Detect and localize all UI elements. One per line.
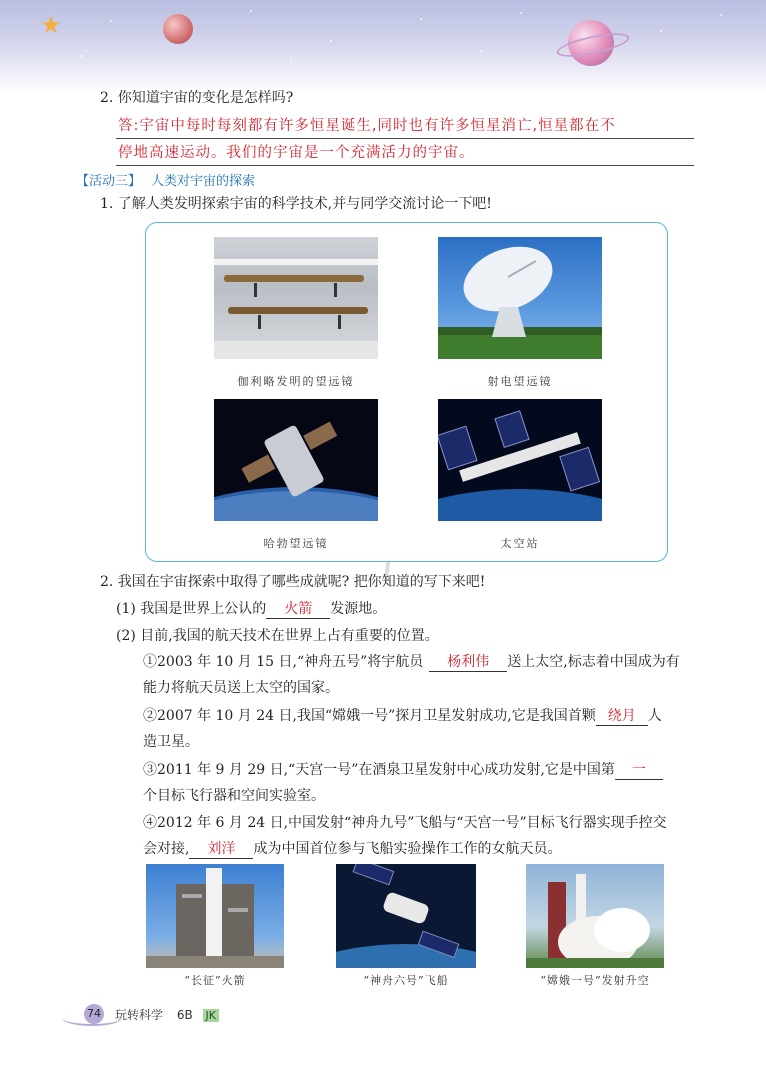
- subitem-1: [116, 599, 386, 619]
- item-2012-pre: 会对接,: [143, 841, 190, 857]
- activity-title: 人类对宇宙的探索: [151, 174, 256, 189]
- item-2003-line2: 能力将航天员送上太空的国家。: [143, 680, 339, 696]
- caption-shenzhou6: “神舟六号”飞船: [363, 974, 449, 987]
- subitem-1-pre: (1) 我国是世界上公认的: [116, 601, 267, 617]
- answer-line-2: 停地高速运动。我们的宇宙是一个充满活力的宇宙。: [118, 145, 475, 161]
- item-2007-post: 人: [647, 708, 662, 724]
- answer-rule-2: [116, 165, 694, 166]
- subitem-1-post: 发源地。: [330, 601, 387, 617]
- edition-badge: JK: [203, 1009, 219, 1022]
- caption-long-march: “长征”火箭: [184, 974, 246, 987]
- change1-launch-photo: [526, 864, 664, 968]
- answer-blank-yang-liwei: 杨利伟: [429, 653, 507, 672]
- caption-space-station: 太空站: [500, 537, 540, 550]
- item-2011-line2: 个目标飞行器和空间实验室。: [143, 788, 325, 804]
- item-2012: ④2012 年 6 月 24 日,中国发射“神舟九号”飞船与“天宫一号”目标飞行器实现手控交: [143, 815, 667, 831]
- item-2003: [143, 652, 680, 672]
- answer-blank-rocket: 火箭: [266, 600, 330, 619]
- long-march-rocket-photo: [146, 864, 284, 968]
- header-banner: [0, 0, 766, 92]
- item-2007-line2: 造卫星。: [143, 734, 199, 750]
- hubble-telescope-photo: [214, 399, 378, 521]
- question-2: 2. 你知道宇宙的变化是怎样吗?: [100, 90, 294, 106]
- caption-hubble: 哈勃望远镜: [263, 537, 329, 550]
- book-grade: 6B: [176, 1008, 193, 1022]
- book-title: 玩转科学: [115, 1008, 164, 1022]
- answer-blank-first: 一: [615, 761, 663, 780]
- footer-book-info: [115, 1006, 219, 1023]
- answer-line-1: 答:宇宙中每时每刻都有许多恒星诞生,同时也有许多恒星消亡,恒星都在不: [118, 118, 616, 134]
- answer-blank-lunar: 绕月: [596, 707, 648, 726]
- item-2007-pre: ②2007 年 10 月 24 日,我国“嫦娥一号”探月卫星发射成功,它是我国首颗: [143, 708, 596, 724]
- activity-heading: [76, 170, 255, 189]
- activity-item-2: 2. 我国在宇宙探索中取得了哪些成就呢? 把你知道的写下来吧!: [100, 574, 486, 590]
- red-planet-icon: [163, 14, 193, 44]
- telescope-photo-panel: [145, 222, 668, 562]
- page-number: 74: [84, 1004, 104, 1024]
- item-2012-line2: [143, 839, 561, 859]
- answer-blank-liu-yang: 刘洋: [189, 840, 253, 859]
- space-station-photo: [438, 399, 602, 521]
- shenzhou6-photo: [336, 864, 476, 968]
- item-2007: [143, 706, 662, 726]
- item-2003-pre: ①2003 年 10 月 15 日,“神舟五号”将宇航员: [143, 654, 424, 670]
- caption-radio-telescope: 射电望远镜: [487, 375, 553, 388]
- radio-telescope-photo: [438, 237, 602, 359]
- answer-rule-1: [116, 138, 694, 139]
- galileo-telescope-photo: [214, 237, 378, 359]
- item-2011: [143, 760, 663, 780]
- activity-bracket: 【活动三】: [76, 174, 142, 189]
- subitem-2: (2) 目前,我国的航天技术在世界上占有重要的位置。: [116, 628, 439, 644]
- star-icon: ★: [40, 11, 62, 39]
- caption-change1: “嫦娥一号”发射升空: [540, 974, 650, 987]
- activity-item-1: 1. 了解人类发明探索宇宙的科学技术,并与同学交流讨论一下吧!: [100, 196, 492, 212]
- item-2012-post: 成为中国首位参与飞船实验操作工作的女航天员。: [253, 841, 562, 857]
- caption-galileo: 伽利略发明的望远镜: [237, 375, 355, 388]
- item-2003-post: 送上太空,标志着中国成为有: [507, 654, 680, 670]
- item-2011-pre: ③2011 年 9 月 29 日,“天宫一号”在酒泉卫星发射中心成功发射,它是中国第: [143, 762, 615, 778]
